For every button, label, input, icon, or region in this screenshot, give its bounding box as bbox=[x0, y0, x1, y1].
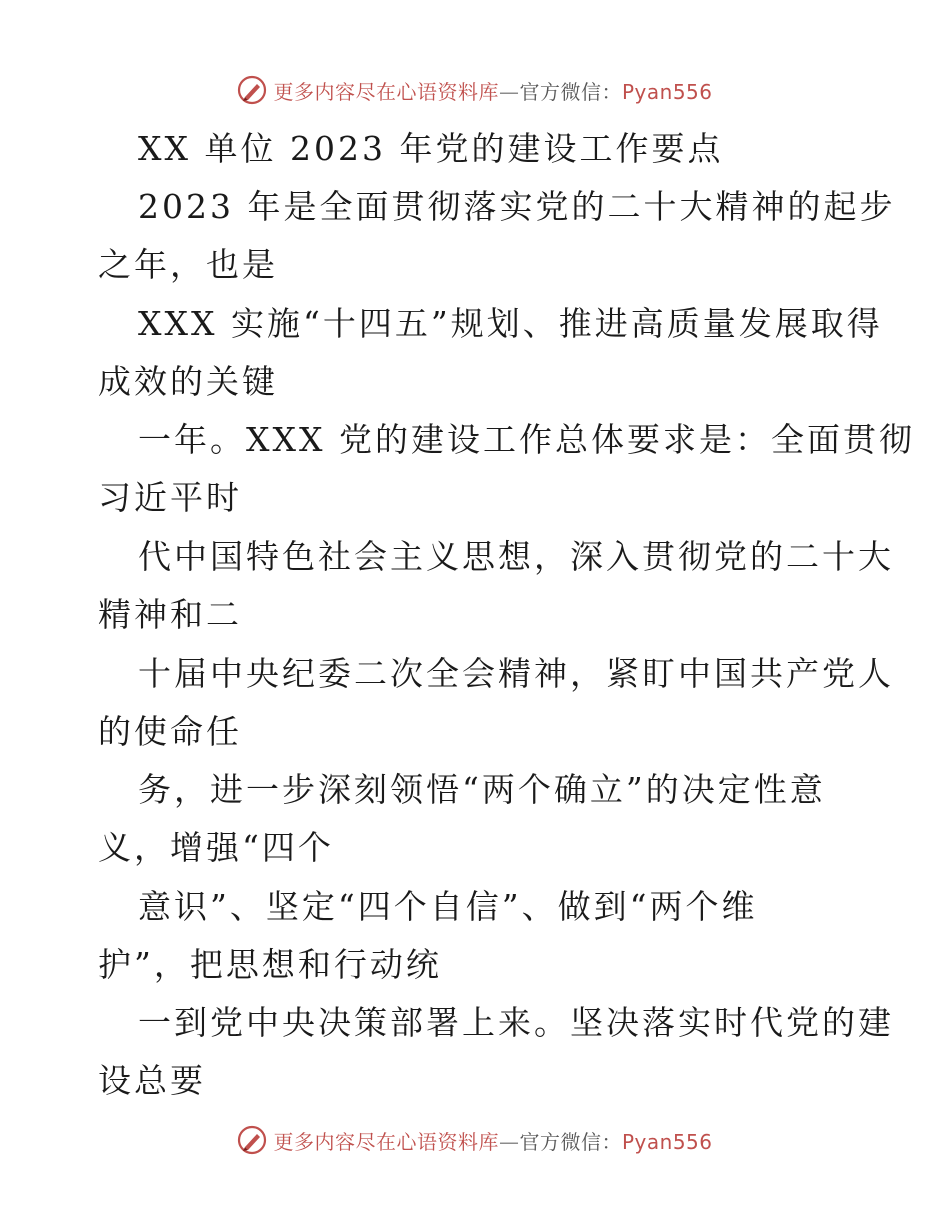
footer-banner bbox=[0, 1120, 950, 1160]
banner-dash: — bbox=[498, 79, 520, 104]
pen-logo-icon bbox=[237, 75, 267, 105]
banner-wechat-id: Pyan556 bbox=[621, 79, 713, 104]
banner-text bbox=[273, 1126, 712, 1155]
paragraph-line: 精神和二 bbox=[98, 595, 242, 634]
banner-wechat-id: Pyan556 bbox=[621, 1129, 713, 1154]
paragraph-line: 护”，把思想和行动统 bbox=[98, 945, 442, 984]
paragraph-line: 义，增强“四个 bbox=[98, 828, 334, 867]
banner-main-text: 更多内容尽在心语资料库 bbox=[273, 1129, 499, 1154]
banner-wechat-label: 官方微信： bbox=[519, 1129, 622, 1154]
paragraph-line: 一年。XXX 党的建设工作总体要求是：全面贯彻 bbox=[138, 420, 915, 459]
banner-wechat-label: 官方微信： bbox=[519, 79, 622, 104]
paragraph-line: XXX 实施“十四五”规划、推进高质量发展取得 bbox=[138, 304, 883, 343]
paragraph-line: 2023 年是全面贯彻落实党的二十大精神的起步 bbox=[138, 187, 896, 226]
paragraph-line: 的使命任 bbox=[98, 712, 242, 751]
banner-dash: — bbox=[498, 1129, 520, 1154]
banner-text bbox=[273, 76, 712, 105]
paragraph-line: 十届中央纪委二次全会精神，紧盯中国共产党人 bbox=[138, 654, 894, 693]
paragraph-line: 代中国特色社会主义思想，深入贯彻党的二十大 bbox=[138, 537, 894, 576]
paragraph-line: 意识”、坚定“四个自信”、做到“两个维 bbox=[138, 887, 758, 926]
pen-logo-icon bbox=[237, 1125, 267, 1155]
paragraph-line: 务，进一步深刻领悟“两个确立”的决定性意 bbox=[138, 770, 826, 809]
paragraph-line: 设总要 bbox=[98, 1061, 206, 1100]
document-title: XX 单位 2023 年党的建设工作要点 bbox=[138, 129, 724, 168]
paragraph-line: 习近平时 bbox=[98, 478, 242, 517]
paragraph-line: 一到党中央决策部署上来。坚决落实时代党的建 bbox=[138, 1003, 894, 1042]
banner-main-text: 更多内容尽在心语资料库 bbox=[273, 79, 499, 104]
paragraph-line: 之年，也是 bbox=[98, 245, 278, 284]
paragraph-line: 成效的关键 bbox=[98, 362, 278, 401]
header-banner bbox=[0, 70, 950, 110]
